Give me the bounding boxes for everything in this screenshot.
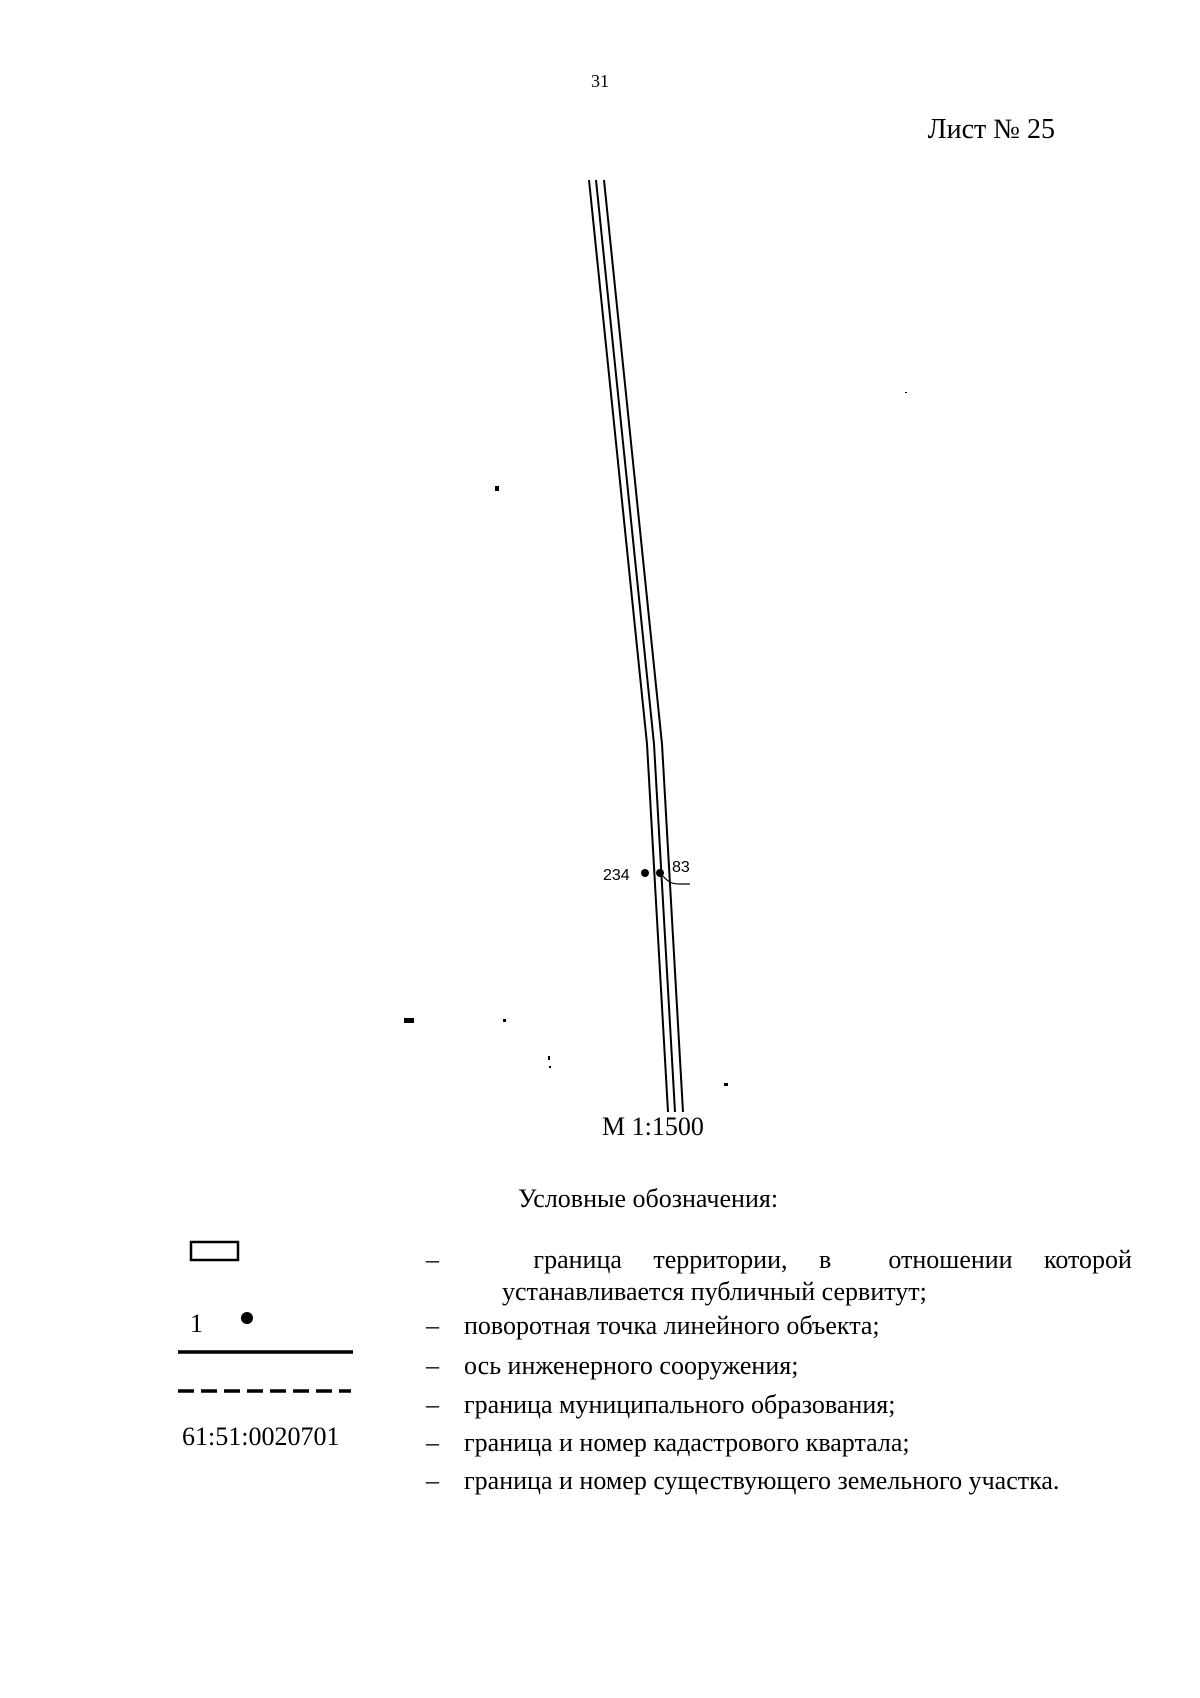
legend-dash: – <box>426 1311 439 1340</box>
legend-item-text: поворотная точка линейного объекта; <box>464 1311 880 1340</box>
legend-item-text: граница и номер существующего земельного участка. <box>464 1466 1060 1495</box>
legend-dash: – <box>426 1428 439 1457</box>
scan-speckles <box>404 392 907 1086</box>
servitude-boundary-left <box>589 180 668 1112</box>
legend-item-text: граница и номер кадастрового квартала; <box>464 1428 910 1457</box>
point-83-leader <box>663 876 690 884</box>
legend-title: Условные обозначения: <box>518 1184 779 1213</box>
legend-dash: – <box>426 1466 439 1495</box>
legend-dash: – <box>426 1245 439 1274</box>
legend-dash: – <box>426 1351 439 1380</box>
legend-dash: – <box>426 1390 439 1419</box>
legend-item-land-plot <box>426 1465 1132 1497</box>
point-label-234: 234 <box>603 867 630 884</box>
map-scale-label: М 1:1500 <box>602 1112 704 1141</box>
legend-servitude-boundary-symbol <box>191 1242 238 1260</box>
legend-word: которой <box>1044 1245 1132 1274</box>
legend-cadastral-number: 61:51:0020701 <box>182 1422 340 1451</box>
legend-item-text: граница муниципального образования; <box>464 1390 896 1419</box>
sheet-label: Лист № 25 <box>927 114 1055 145</box>
legend-item-municipal-boundary <box>426 1389 1132 1421</box>
legend-point-number: 1 <box>190 1309 203 1338</box>
legend-item-turning-point <box>426 1310 1132 1342</box>
linear-object-lines <box>589 180 683 1112</box>
point-label-83: 83 <box>672 859 690 876</box>
legend-item-engineering-axis <box>426 1350 1132 1382</box>
legend-item-1-line-1: – граница территории, в отношении которой <box>426 1245 1132 1274</box>
legend-item-text: ось инженерного сооружения; <box>464 1351 799 1380</box>
engineering-axis-line <box>596 180 675 1112</box>
legend-word: граница <box>533 1245 622 1274</box>
legend-turning-point-symbol <box>241 1312 253 1324</box>
legend-item-cadastral-quarter <box>426 1427 1132 1459</box>
turning-point-234 <box>641 869 649 877</box>
legend-word: территории, <box>653 1245 788 1274</box>
page-number: 31 <box>591 71 609 91</box>
turning-point-83 <box>656 869 664 877</box>
legend-word: отношении <box>888 1245 1013 1274</box>
legend-item-1-line-2: устанавливается публичный сервитут; <box>502 1277 927 1306</box>
legend-item-servitude-boundary <box>426 1244 1132 1308</box>
